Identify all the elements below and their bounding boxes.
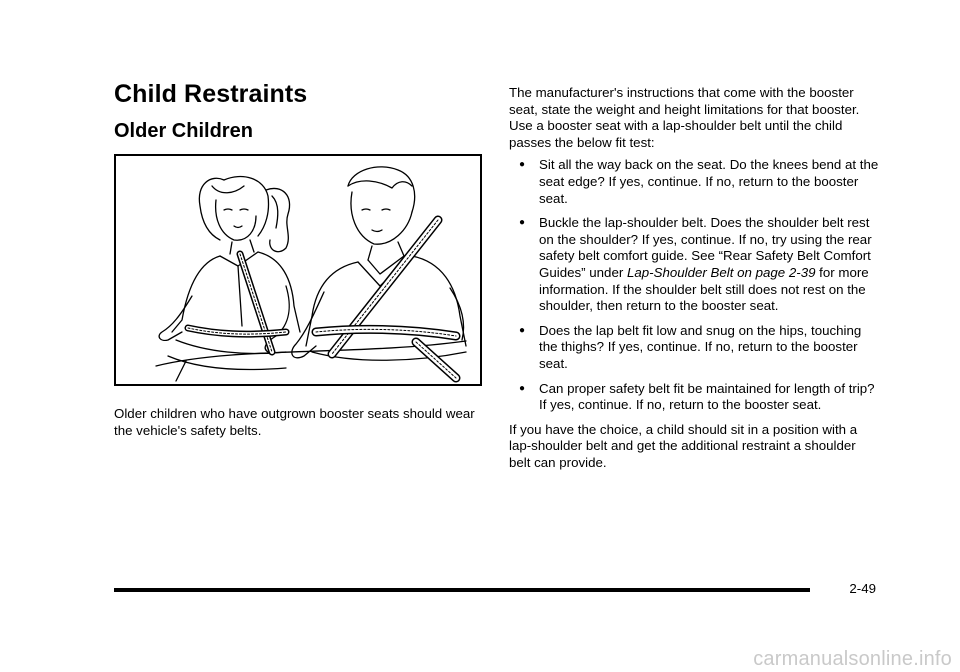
bullet-icon: ● bbox=[519, 217, 526, 229]
watermark-text: carmanualsonline.info bbox=[753, 648, 952, 670]
section-title: Older Children bbox=[114, 120, 253, 142]
children-wearing-seat-belts-illustration bbox=[116, 156, 480, 384]
list-item-text: Can proper safety belt fit be maintained for length of trip? If yes, continue. If no, return to the booster seat. bbox=[539, 380, 875, 413]
list-item bbox=[509, 157, 879, 207]
fit-test-list bbox=[509, 157, 879, 413]
list-item-text: Buckle the lap-shoulder belt. Does the shoulder belt rest on the shoulder? If yes, continue. If no, try using the rear safety belt comfort guide. See “Rear Safety Belt Comfort Guides” under bbox=[539, 215, 872, 280]
list-item bbox=[509, 381, 879, 414]
bullet-icon: ● bbox=[519, 324, 526, 336]
footer-rule bbox=[114, 588, 810, 592]
bullet-icon: ● bbox=[519, 159, 526, 171]
list-item bbox=[509, 323, 879, 373]
list-item-text: Does the lap belt fit low and snug on the hips, touching the thighs? If yes, continue. If no, return to the booster seat. bbox=[539, 322, 862, 371]
list-item-text: Sit all the way back on the seat. Do the knees bend at the seat edge? If yes, continue. If no, return to the booster seat. bbox=[539, 157, 879, 206]
fit-test-column bbox=[509, 85, 879, 471]
older-children-paragraph: Older children who have outgrown booster seats should wear the vehicle's safety belts. bbox=[114, 406, 475, 438]
closing-paragraph: If you have the choice, a child should sit in a position with a lap-shoulder belt and get the additional restraint a shoulder belt can provide. bbox=[509, 421, 858, 470]
list-item bbox=[509, 215, 879, 315]
page-number: 2-49 bbox=[849, 581, 876, 596]
booster-intro-paragraph: The manufacturer's instructions that come with the booster seat, state the weight and height limitations for that booster. Use a booster seat with a lap-shoulder belt until the child passes the below fit test: bbox=[509, 85, 860, 150]
bullet-icon: ● bbox=[519, 382, 526, 394]
page-reference-link[interactable]: Lap-Shoulder Belt on page 2-39 bbox=[626, 264, 816, 280]
illustration-frame bbox=[114, 154, 482, 386]
list-item-text: for more information. If the shoulder belt still does not rest on the shoulder, then return to the booster seat. bbox=[539, 264, 869, 314]
page-title: Child Restraints bbox=[114, 80, 308, 108]
